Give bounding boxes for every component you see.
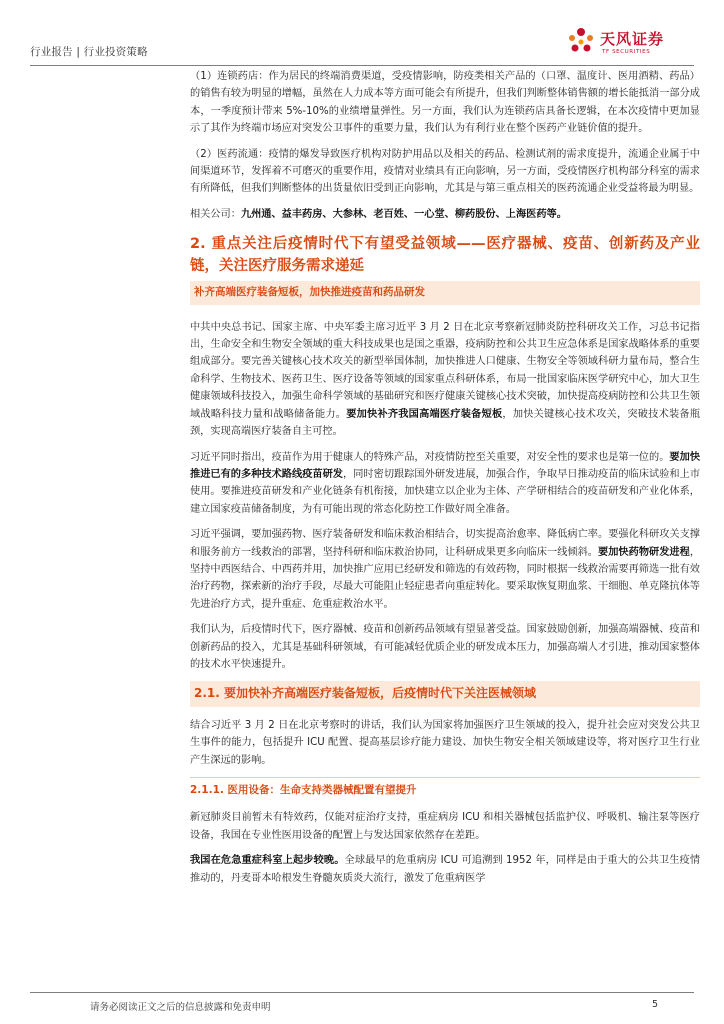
text-run: 习近平同时指出，疫苗作为用于健康人的特殊产品，对疫情防控至关重要，对安全性的要求也是第一位的。: [190, 451, 670, 463]
text-run: 全球最早的危重病房 ICU 可追溯到 1952 年，同样是由于重大的公共卫生疫情推动的，丹麦哥本哈根发生脊髓灰质炎大流行，激发了危重病医学: [190, 855, 701, 884]
disclaimer-text: 请务必阅读正文之后的信息披露和免责申明: [90, 1002, 271, 1013]
text-run: 中共中央总书记、国家主席、中央军委主席习近平 3 月 2 日在北京考察新冠肺炎防控科研攻关工作，习总书记指出，生命安全和生物安全领域的重大科技成果也是国之重器，疫病防控和公共卫生应急体系是国家战略体系的重要组成部分。要完善关键核心技术攻关的新型举国体制，加快推进人口健康、生物安全等领域科研力量布局，整合生命科学、生物技术、医药卫生、医疗设备等领域的国家重点科研体系，布局一批国家临床医学研究中心，加大卫生健康领域科技投入，加强生命科学领域的基础研究和医疗健康关键核心技术突破，加快提高疫病防控和公共卫生领域战略科技力量和战略储备能力。: [190, 321, 700, 420]
page-number: 5: [651, 999, 658, 1010]
brand-name-cn: 天风证券: [600, 30, 665, 48]
paragraph-vaccine: [190, 449, 700, 519]
paragraph-icu-history: [190, 852, 700, 887]
bold-run: 要加快推进已有的多种技术路线疫苗研发: [190, 451, 701, 480]
header-divider: [30, 65, 694, 66]
related-companies-list: 九州通、益丰药房、大参林、老百姓、一心堂、柳药股份、上海医药等。: [240, 208, 567, 220]
paragraph-outlook: 我们认为，后疫情时代下，医疗器械、疫苗和创新药品领域有望显著受益。国家鼓励创新，加强高端器械、疫苗和创新药品的投入，尤其是基础科研领域，有可能减轻优质企业的研发成本压力，加强高端人才引进，推动国家整体的技术水平快速提升。: [190, 624, 700, 670]
paragraph-icu: 新冠肺炎目前暂未有特效药，仅能对症治疗支持，重症病房 ICU 和相关器械包括监护仪、呼吸机、输注泵等医疗设备，我国在专业性医用设备的配置上与发达国家依然存在差距。: [190, 812, 700, 841]
related-label: 相关公司：: [190, 208, 241, 220]
section-heading-2-1-1: 2.1.1. 医用设备：生命支持类器械配置有望提升: [190, 777, 700, 799]
section-heading-2: 2. 重点关注后疫情时代下有望受益领域——医疗器械、疫苗、创新药及产业链，关注医疗服务需求递延: [190, 236, 700, 275]
text-run: ，坚持中西医结合、中西药并用，加快推广应用已经研发和筛选的有效药物，同时根据一线救治需要再筛选一批有效治疗药物，探索新的治疗手段，尽最大可能阻止轻症患者向重症转化。要采取恢复期血浆、干细胞、单克隆抗体等先进治疗方式，提升重症、危重症救治水平。: [190, 546, 701, 610]
report-section-label: 行业报告 | 行业投资策略: [30, 46, 148, 58]
paragraph-distribution: （2）医药流通：疫情的爆发导致医疗机构对防护用品以及相关的药品、检测试剂的需求度提升，流通企业属于中间渠道环节，发挥着不可磨灭的重要作用，疫情对业绩具有正向影响，另一方面，受疫情医疗机构部分科室的需求有所降低，但我们判断整体的出货量依旧受到正向影响，尤其是与第三重点相关的医药流通企业受益将最为明显。: [190, 148, 700, 195]
page-footer: [30, 992, 694, 1013]
brand-logo: [560, 22, 700, 62]
tf-logo-icon: [566, 26, 596, 56]
brand-name-en: TF SECURITIES: [602, 49, 651, 55]
related-companies: [190, 206, 700, 223]
text-run: ，加快关键核心技术攻关，突破技术装备瓶颈，实现高端医疗装备自主可控。: [190, 408, 701, 438]
bold-run: 要加快药物研发进程: [598, 546, 690, 558]
section-heading-2-1: 2.1. 要加快补齐高端医疗装备短板，后疫情时代下关注医械领域: [190, 681, 700, 706]
highlight-subheading: 补齐高端医疗装备短板，加快推进疫苗和药品研发: [190, 281, 700, 304]
report-body: [190, 68, 700, 895]
paragraph-drug-rd: [190, 526, 700, 613]
bold-run: 要加快补齐我国高端医疗装备短板: [346, 408, 503, 420]
paragraph-investment: 结合习近平 3 月 2 日在北京考察时的讲话，我们认为国家将加强医疗卫生领域的投入，提升社会应对突发公共卫生事件的能力，包括提升 ICU 配置、提高基层诊疗能力建设、加快生物安全相关领域建设等，将对医疗卫生行业产生深远的影响。: [190, 719, 700, 766]
text-run: 习近平强调，要加强药物、医疗装备研发和临床救治相结合，切实提高治愈率、降低病亡率。要强化科研攻关支撑和服务前方一线救治的部署，坚持科研和临床救治协同，让科研成果更多向临床一线倾斜。: [190, 529, 700, 558]
text-run: ，同时密切跟踪国外研发进展，加强合作，争取早日推动疫苗的临床试验和上市使用。要推进疫苗研发和产业化链条有机衔接，加快建立以企业为主体、产学研相结合的疫苗研发和产业化体系，建立国家疫苗储备制度，为有可能出现的常态化防控工作做好周全准备。: [190, 468, 701, 515]
paragraph-pharmacy: （1）连锁药店：作为居民的终端消费渠道，受疫情影响，防疫类相关产品的（口罩、温度计、医用酒精、药品）的销售有较为明显的增幅，虽然在人力成本等方面可能会有所提升，但我们判断整体销售额的增长能抵消一部分成本，一季度预计带来 5%-10%的业绩增量弹性。另一方面，我们认为连锁药店具备长逻辑，在本次疫情中更加显示了其作为终端市场应对突发公卫事件的重要力量，我们认为有利行业在整个医药产业链价值的提升。: [190, 71, 700, 135]
bold-run: 我国在危急重症科室上起步较晚。: [190, 855, 345, 867]
paragraph-xi-speech: [190, 319, 700, 441]
